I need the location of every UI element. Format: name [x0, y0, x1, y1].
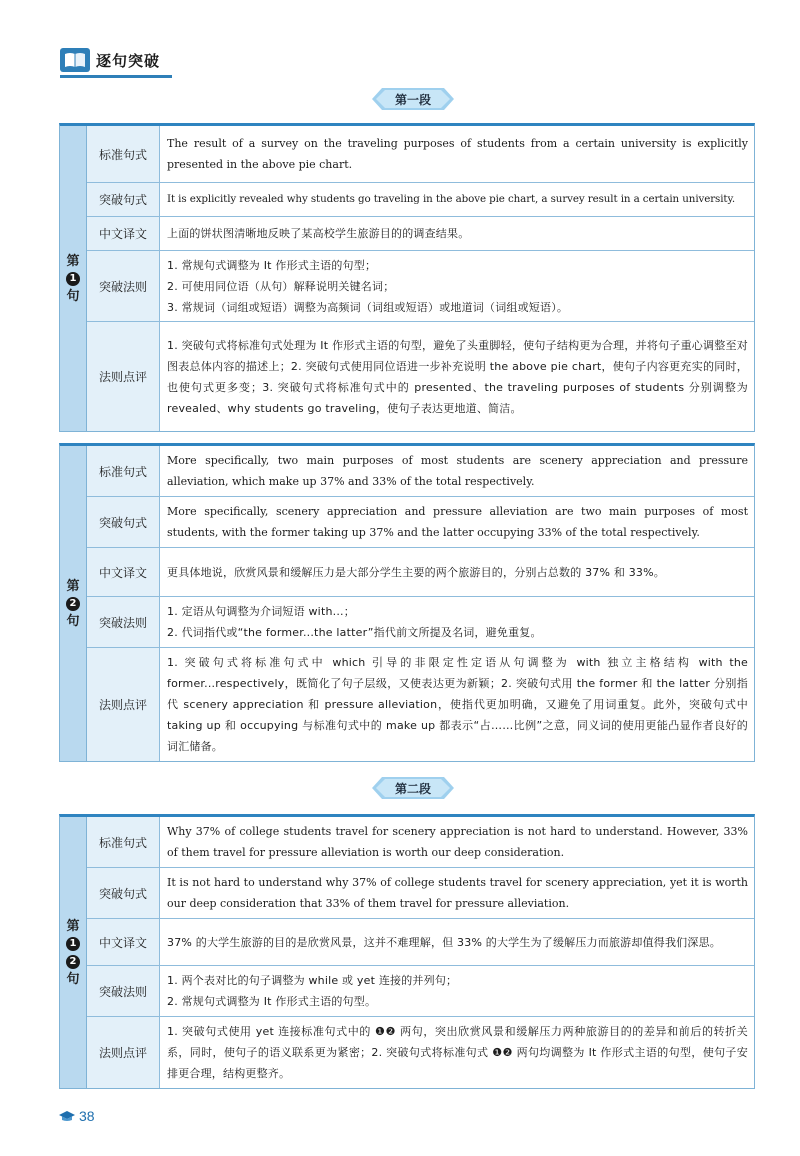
row-label: 法则点评: [87, 1017, 160, 1088]
rule-line: 2. 代词指代或“the former...the latter”指代前文所提及名词，避免重复。: [167, 626, 542, 639]
page-header: [60, 46, 170, 74]
header-rule: [60, 75, 172, 78]
row-text: 1. 突破句式使用 yet 连接标准句式中的 ❶❷ 两句，突出欣赏风景和缓解压力两种旅游目的的差异和前后的转折关系，同时，使句子的语义联系更为紧密；2. 突破句式将标准句式 ❶❷ 两句均调整为 It 作形式主语的句型，使句子安排更合理，结构更整齐。: [167, 1025, 748, 1080]
header-title: 逐句突破: [96, 51, 161, 70]
row-breakthrough: [87, 868, 754, 919]
row-comment: [87, 648, 754, 761]
number-circle: 1: [66, 937, 80, 951]
row-label: 突破法则: [87, 597, 160, 647]
row-text: Why 37% of college students travel for scenery appreciation is not hard to understand. However, 33% of them travel for pressure alleviation is worth our deep consideration.: [167, 825, 748, 859]
tag-suffix: 句: [66, 613, 80, 629]
row-label: 中文译文: [87, 548, 160, 596]
page-footer: [58, 1108, 95, 1124]
sentence-number-tag: [60, 126, 87, 431]
section-label-1: [372, 88, 454, 110]
book-icon: [60, 48, 90, 72]
rule-line: 2. 可使用同位语（从句）解释说明关键名词；: [167, 279, 395, 293]
row-label: 法则点评: [87, 322, 160, 431]
rule-line: 1. 两个表对比的句子调整为 while 或 yet 连接的并列句；: [167, 974, 458, 987]
tag-prefix: 第: [66, 578, 80, 594]
sentence-block-1: [59, 123, 755, 432]
number-circle: 2: [66, 955, 80, 969]
row-label: 突破法则: [87, 966, 160, 1016]
row-text: The result of a survey on the traveling purposes of students from a certain university is explicitly presented in the above pie chart.: [167, 137, 748, 171]
row-text: It is not hard to understand why 37% of college students travel for scenery appreciation, yet it is worth our deep consideration that 33% of them travel for pressure alleviation.: [167, 876, 748, 910]
row-label: 标准句式: [87, 126, 160, 182]
rule-line: 2. 常规句式调整为 It 作形式主语的句型。: [167, 995, 377, 1008]
sentence-number-tag: [60, 446, 87, 761]
sentence-block-2: [59, 443, 755, 762]
tag-prefix: 第: [66, 918, 80, 934]
row-translation: [87, 217, 754, 251]
row-label: 法则点评: [87, 648, 160, 761]
row-label: 突破法则: [87, 251, 160, 321]
page-number: 38: [79, 1108, 95, 1124]
row-label: 标准句式: [87, 446, 160, 496]
row-rules: [87, 597, 754, 648]
row-text: It is explicitly revealed why students go traveling in the above pie chart, a survey result in a certain university.: [167, 193, 735, 205]
row-translation: [87, 548, 754, 597]
row-comment: [87, 1017, 754, 1088]
row-standard: [87, 817, 754, 868]
row-label: 中文译文: [87, 919, 160, 965]
row-text: More specifically, two main purposes of most students are scenery appreciation and pressure alleviation, which make up 37% and 33% of the total respectively.: [167, 454, 748, 488]
tag-prefix: 第: [66, 253, 80, 269]
row-breakthrough: [87, 183, 754, 217]
rule-line: 3. 常规词（词组或短语）调整为高频词（词组或短语）或地道词（词组或短语）。: [167, 300, 569, 314]
number-circle: 2: [66, 597, 80, 611]
tag-suffix: 句: [66, 971, 80, 987]
row-text: 37% 的大学生旅游的目的是欣赏风景，这并不难理解，但 33% 的大学生为了缓解压力而旅游却值得我们深思。: [167, 935, 721, 949]
row-label: 标准句式: [87, 817, 160, 867]
row-breakthrough: [87, 497, 754, 548]
sentence-block-3: [59, 814, 755, 1089]
row-label: 突破句式: [87, 868, 160, 918]
row-label: 中文译文: [87, 217, 160, 250]
row-standard: [87, 446, 754, 497]
section-label-text: 第一段: [394, 92, 431, 107]
row-standard: [87, 126, 754, 183]
row-label: 突破句式: [87, 183, 160, 216]
rule-line: 1. 常规句式调整为 It 作形式主语的句型；: [167, 258, 377, 272]
row-label: 突破句式: [87, 497, 160, 547]
graduation-cap-icon: [58, 1110, 76, 1122]
row-text: 1. 突破句式将标准句式处理为 It 作形式主语的句型，避免了头重脚轻，使句子结构更为合理，并将句子重心调整至对图表总体内容的描述上；2. 突破句式使用同位语进一步补充说明 the above pie chart，使句子内容更充实的同时，也使句式更多变；3. 突破句式将标准句式中的 presented、the traveling purposes of students 分别调整为 revealed、why students go traveling，使句子表达更地道、简洁。: [167, 338, 748, 415]
row-text: More specifically, scenery appreciation and pressure alleviation are two main purposes of most students, with the former taking up 37% and the latter occupying 33% of the total respectively.: [167, 505, 748, 539]
rule-line: 1. 定语从句调整为介词短语 with...；: [167, 605, 355, 618]
row-rules: [87, 966, 754, 1017]
section-label-text: 第二段: [394, 781, 431, 796]
row-text: 更具体地说，欣赏风景和缓解压力是大部分学生主要的两个旅游目的，分别占总数的 37% 和 33%。: [167, 565, 665, 579]
section-label-2: [372, 777, 454, 799]
number-circle: 1: [66, 272, 80, 286]
tag-suffix: 句: [66, 288, 80, 304]
row-translation: [87, 919, 754, 966]
row-rules: [87, 251, 754, 322]
row-text: 1. 突破句式将标准句式中 which 引导的非限定性定语从句调整为 with 独立主格结构 with the former...respectively，既简化了句子层级，又使表达更为新颖；2. 突破句式用 the former 和 the latter 分别指代 scenery appreciation 和 pressure alleviation，使指代更加明确，又避免了用词重复。此外，突破句式中 taking up 和 occupying 与标准句式中的 make up 都表示“占……比例”之意，同义词的使用更能凸显作者良好的词汇储备。: [167, 656, 748, 753]
row-text: 上面的饼状图清晰地反映了某高校学生旅游目的的调查结果。: [167, 227, 470, 240]
row-comment: [87, 322, 754, 431]
sentence-number-tag: [60, 817, 87, 1088]
